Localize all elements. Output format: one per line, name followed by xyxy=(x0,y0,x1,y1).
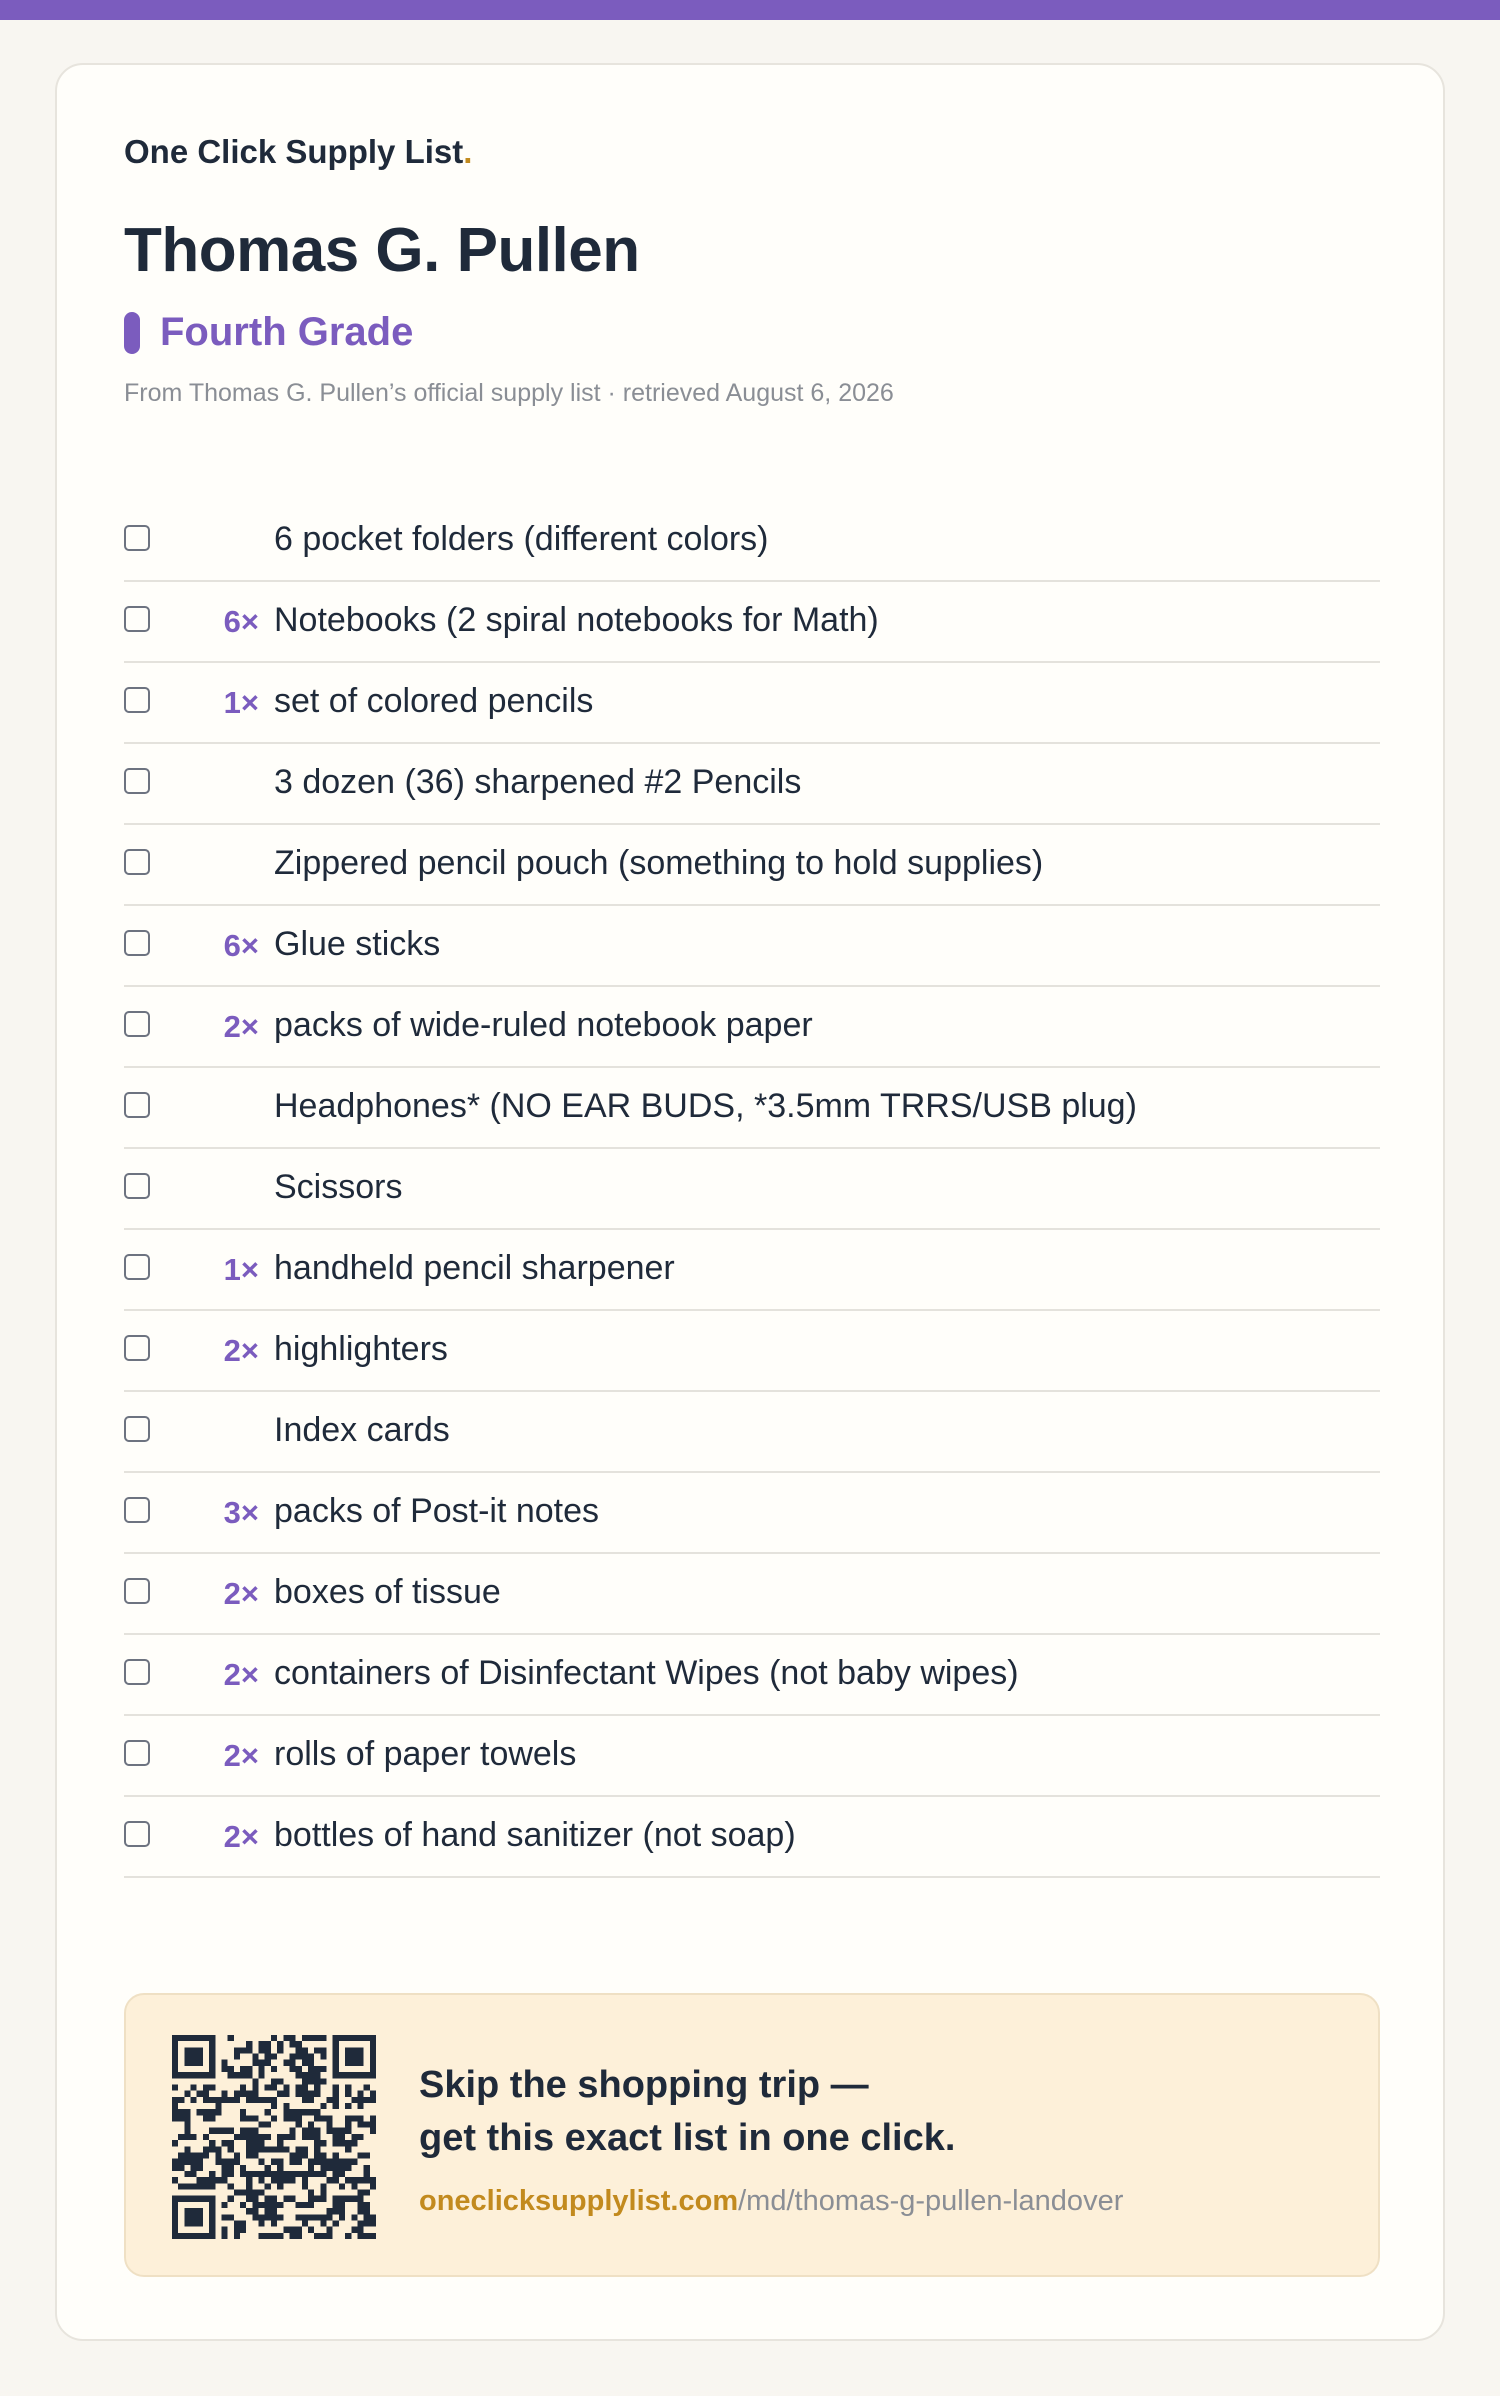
list-item xyxy=(124,1392,1380,1473)
item-quantity: 2× xyxy=(223,1657,259,1692)
item-quantity: 1× xyxy=(223,1252,259,1287)
list-item xyxy=(124,1554,1380,1635)
item-checkbox[interactable] xyxy=(124,1740,150,1766)
list-item xyxy=(124,1068,1380,1149)
item-name: boxes of tissue xyxy=(274,1573,501,1611)
item-checkbox[interactable] xyxy=(124,1578,150,1604)
item-checkbox[interactable] xyxy=(124,1497,150,1523)
source-note: From Thomas G. Pullen’s official supply list · retrieved August 6, 2026 xyxy=(124,379,894,407)
grade-accent-bar xyxy=(124,312,140,354)
list-item xyxy=(124,501,1380,582)
grade-heading xyxy=(124,310,413,355)
promo-link[interactable] xyxy=(419,2185,1123,2218)
item-name: highlighters xyxy=(274,1330,448,1368)
school-name: Thomas G. Pullen xyxy=(124,216,640,285)
item-checkbox[interactable] xyxy=(124,1173,150,1199)
item-name: Notebooks (2 spiral notebooks for Math) xyxy=(274,601,879,639)
item-checkbox[interactable] xyxy=(124,1659,150,1685)
item-checkbox[interactable] xyxy=(124,1335,150,1361)
item-name: packs of Post-it notes xyxy=(274,1492,600,1530)
list-item xyxy=(124,663,1380,744)
item-checkbox[interactable] xyxy=(124,1092,150,1118)
item-quantity: 1× xyxy=(223,685,259,720)
item-checkbox[interactable] xyxy=(124,606,150,632)
item-name: Zippered pencil pouch (something to hold supplies) xyxy=(274,844,1044,882)
item-name: containers of Disinfectant Wipes (not baby wipes) xyxy=(274,1654,1019,1692)
list-item xyxy=(124,1149,1380,1230)
list-item xyxy=(124,582,1380,663)
promo-line-1: Skip the shopping trip — xyxy=(419,2064,869,2106)
brand-logo xyxy=(124,133,472,171)
list-item xyxy=(124,1230,1380,1311)
list-item xyxy=(124,1797,1380,1878)
list-item xyxy=(124,825,1380,906)
item-checkbox[interactable] xyxy=(124,768,150,794)
item-checkbox[interactable] xyxy=(124,1254,150,1280)
item-name: Index cards xyxy=(274,1411,450,1449)
item-name: set of colored pencils xyxy=(274,682,594,720)
item-quantity: 2× xyxy=(223,1576,259,1611)
item-quantity: 2× xyxy=(223,1333,259,1368)
supply-list xyxy=(124,501,1380,1878)
item-name: 6 pocket folders (different colors) xyxy=(274,520,769,558)
list-item xyxy=(124,1473,1380,1554)
list-item xyxy=(124,1716,1380,1797)
top-accent-bar xyxy=(0,0,1500,20)
item-name: Scissors xyxy=(274,1168,403,1206)
grade-label: Fourth Grade xyxy=(160,310,414,354)
item-checkbox[interactable] xyxy=(124,930,150,956)
promo-url-domain: oneclicksupplylist.com xyxy=(419,2185,739,2217)
item-name: Headphones* (NO EAR BUDS, *3.5mm TRRS/USB plug) xyxy=(274,1087,1137,1125)
item-quantity: 3× xyxy=(223,1495,259,1530)
promo-line-2: get this exact list in one click. xyxy=(419,2117,956,2159)
item-checkbox[interactable] xyxy=(124,1416,150,1442)
item-checkbox[interactable] xyxy=(124,849,150,875)
item-name: rolls of paper towels xyxy=(274,1735,577,1773)
item-quantity: 6× xyxy=(223,928,259,963)
item-quantity: 2× xyxy=(223,1738,259,1773)
item-checkbox[interactable] xyxy=(124,687,150,713)
item-checkbox[interactable] xyxy=(124,525,150,551)
brand-name: One Click Supply List xyxy=(124,133,464,170)
item-checkbox[interactable] xyxy=(124,1821,150,1847)
item-checkbox[interactable] xyxy=(124,1011,150,1037)
item-quantity: 6× xyxy=(223,604,259,639)
brand-dot: . xyxy=(463,133,473,170)
item-quantity: 2× xyxy=(223,1819,259,1854)
item-name: Glue sticks xyxy=(274,925,441,963)
item-name: packs of wide-ruled notebook paper xyxy=(274,1006,813,1044)
list-item xyxy=(124,987,1380,1068)
qr-code-icon[interactable] xyxy=(172,2035,376,2239)
promo-headline xyxy=(419,2059,955,2165)
promo-banner xyxy=(124,1993,1380,2277)
item-quantity: 2× xyxy=(223,1009,259,1044)
item-name: 3 dozen (36) sharpened #2 Pencils xyxy=(274,763,802,801)
list-item xyxy=(124,1311,1380,1392)
item-name: bottles of hand sanitizer (not soap) xyxy=(274,1816,796,1854)
supply-list-card xyxy=(55,63,1445,2341)
list-item xyxy=(124,744,1380,825)
promo-url-path: /md/thomas-g-pullen-landover xyxy=(738,2185,1124,2217)
item-name: handheld pencil sharpener xyxy=(274,1249,675,1287)
list-item xyxy=(124,1635,1380,1716)
list-item xyxy=(124,906,1380,987)
